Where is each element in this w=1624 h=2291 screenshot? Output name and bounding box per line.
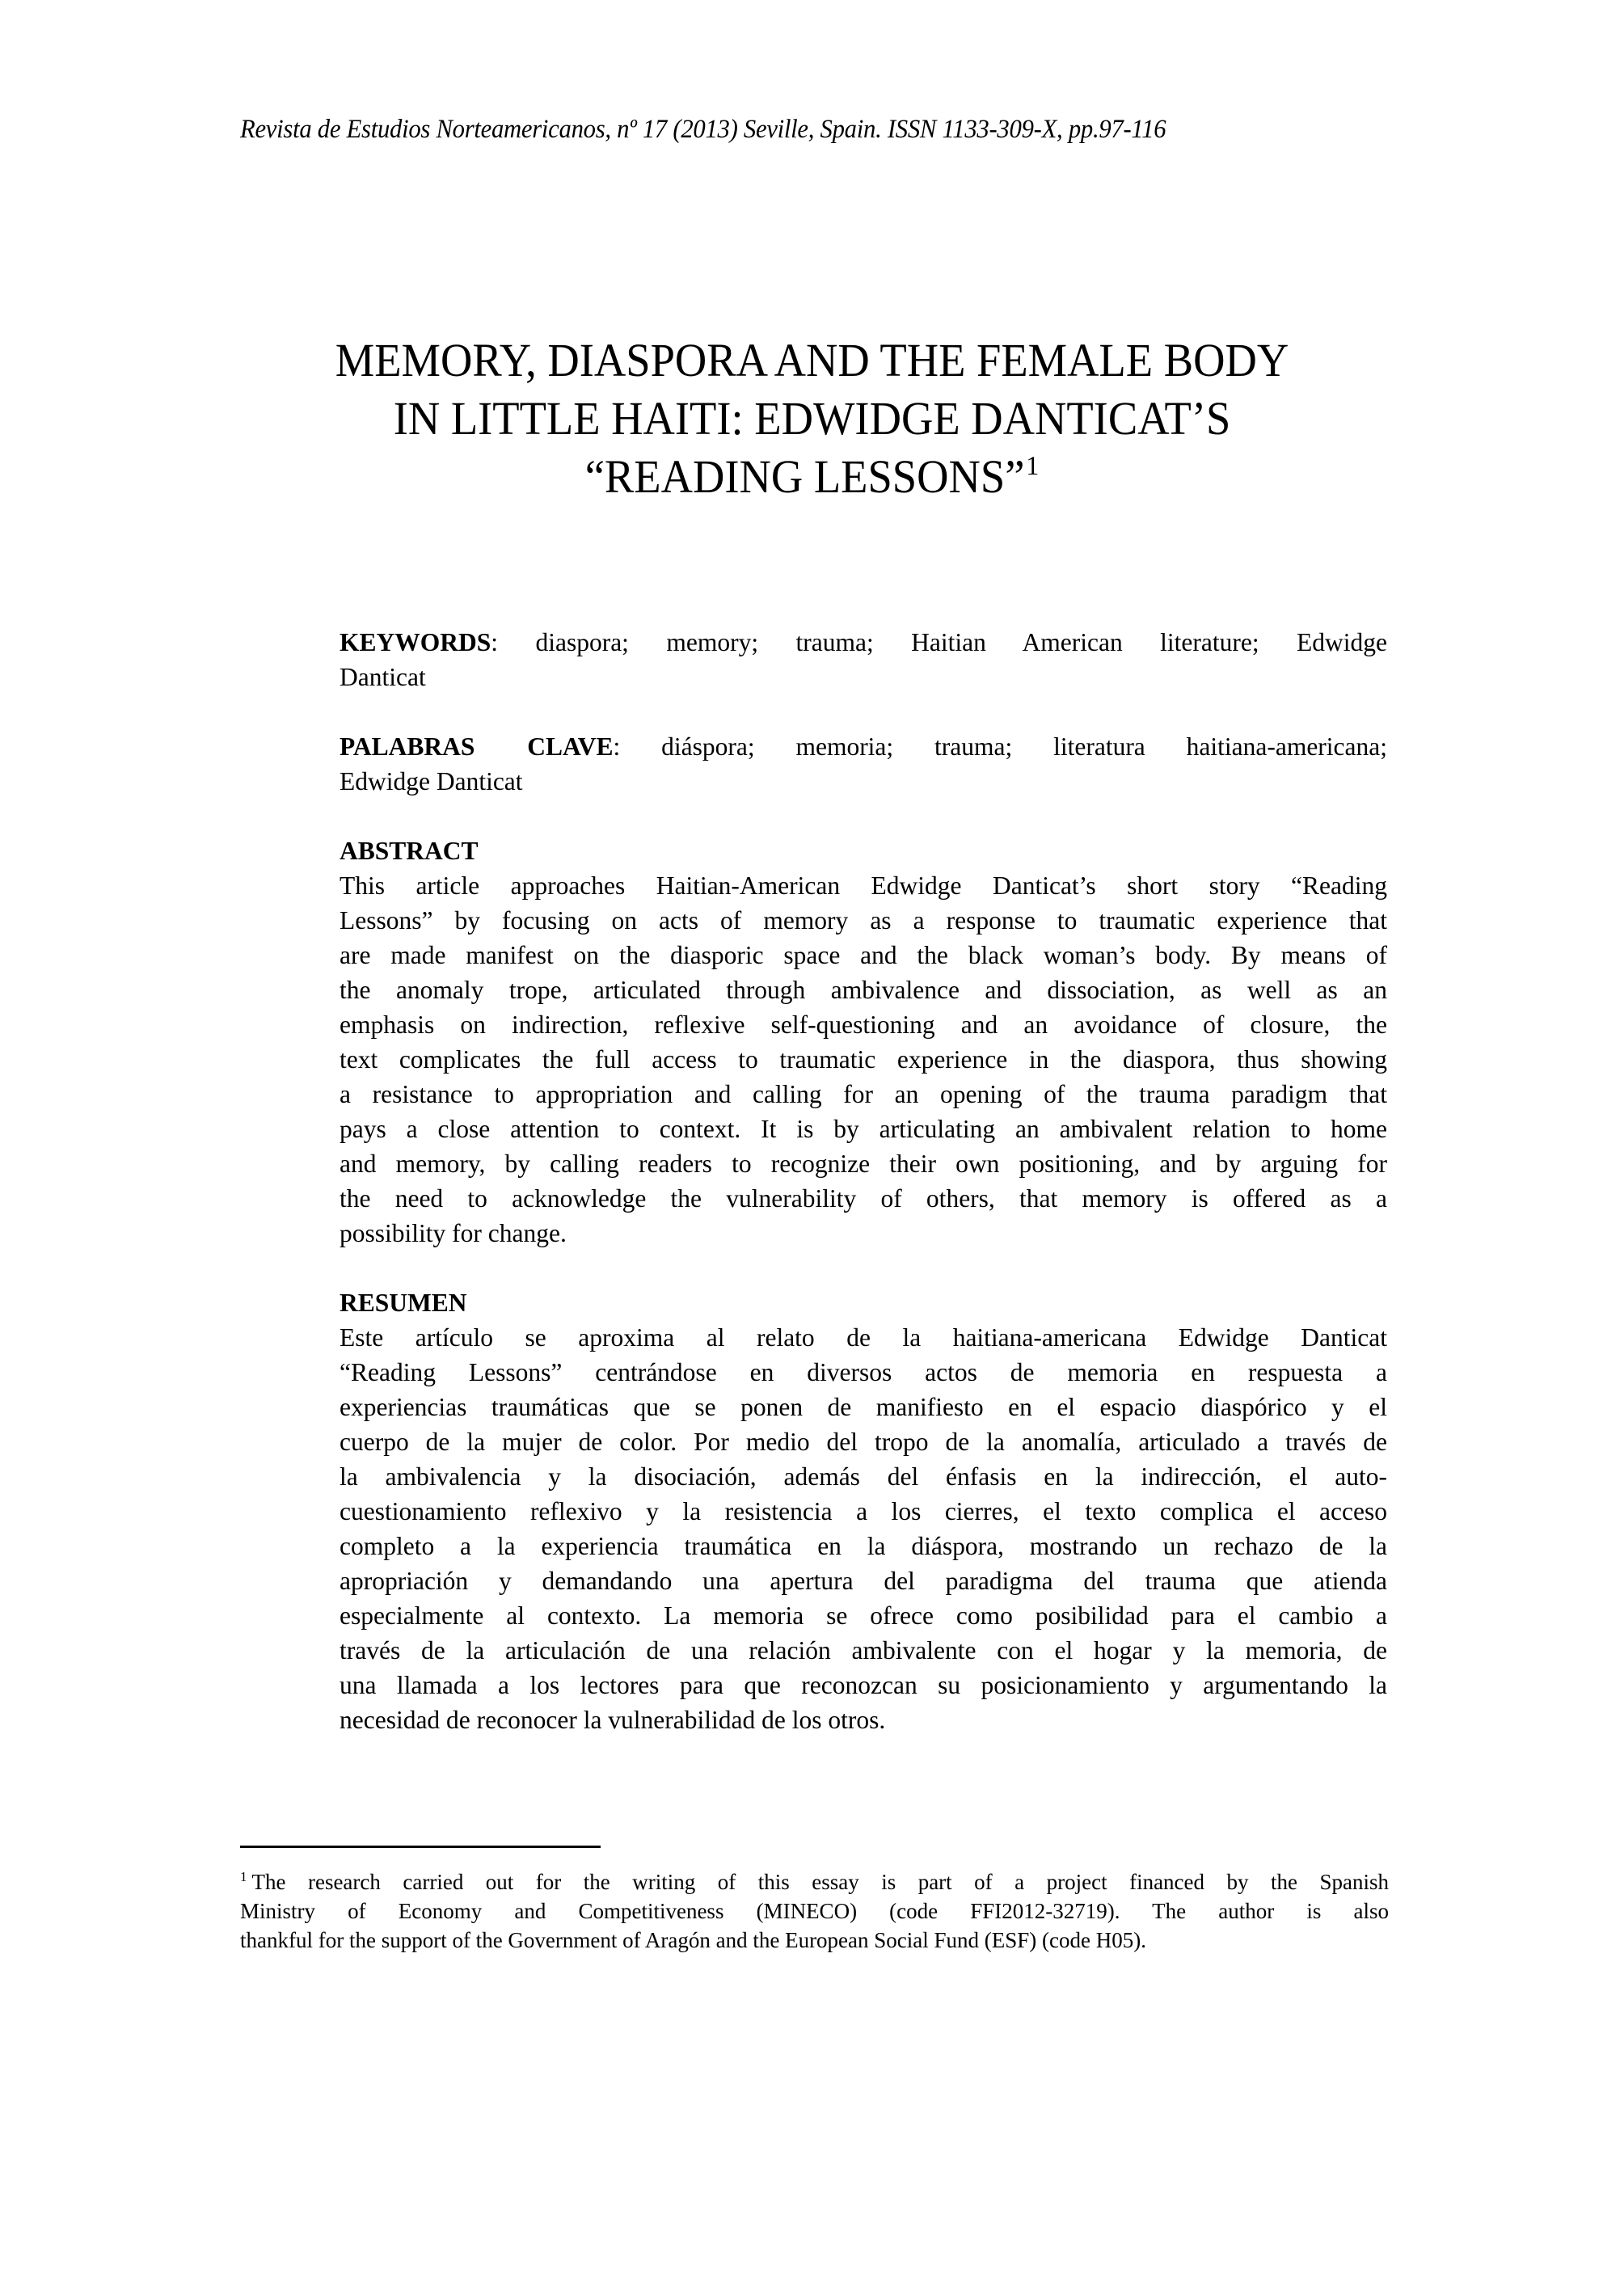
palabras-clave-block bbox=[340, 729, 1387, 799]
footnote-marker: 1 bbox=[240, 1869, 247, 1884]
abstract-line: This article approaches Haitian-American Edwidge Danticat’s short story “Reading bbox=[340, 871, 1387, 900]
abstract-line: the need to acknowledge the vulnerability of others, that memory is offered as a bbox=[340, 1184, 1387, 1213]
abstract-line: text complicates the full access to traumatic experience in the diaspora, thus showing bbox=[340, 1045, 1387, 1074]
keywords-block bbox=[340, 625, 1387, 694]
keywords-line-1 bbox=[340, 625, 1387, 660]
abstract-line: emphasis on indirection, reflexive self-questioning and an avoidance of closure, the bbox=[340, 1010, 1387, 1039]
title-footnote-marker[interactable]: 1 bbox=[1026, 451, 1040, 481]
spacer bbox=[340, 694, 1387, 729]
abstract-line: possibility for change. bbox=[340, 1219, 567, 1247]
abstract-line: a resistance to appropriation and calling for an opening of the trauma paradigm that bbox=[340, 1080, 1387, 1108]
title-line-2: IN LITTLE HAITI: EDWIDGE DANTICAT’S bbox=[393, 392, 1231, 445]
resumen-block bbox=[340, 1285, 1387, 1737]
spacer bbox=[340, 799, 1387, 833]
resumen-heading: RESUMEN bbox=[340, 1289, 467, 1317]
footnote-line-2: Ministry of Economy and Competitiveness (MINECO) (code FFI2012-32719). The author is also bbox=[240, 1899, 1389, 1923]
abstract-line: are made manifest on the diasporic space and the black woman’s body. By means of bbox=[340, 941, 1387, 969]
footnote-separator bbox=[240, 1846, 601, 1848]
footnote bbox=[240, 1867, 1389, 1955]
resumen-line: Este artículo se aproxima al relato de la haitiana-americana Edwidge Danticat bbox=[340, 1323, 1387, 1352]
footnote-line-3: thankful for the support of the Government of Aragón and the European Social Fund (ESF) (code H05). bbox=[240, 1928, 1146, 1952]
palabras-clave-line-2: Edwidge Danticat bbox=[340, 767, 523, 795]
resumen-line: través de la articulación de una relación ambivalente con el hogar y la memoria, de bbox=[340, 1636, 1387, 1664]
footnote-line-1 bbox=[240, 1867, 1389, 1897]
resumen-line: apropriación y demandando una apertura del paradigma del trauma que atienda bbox=[340, 1567, 1387, 1595]
resumen-line: una llamada a los lectores para que reconozcan su posicionamiento y argumentando la bbox=[340, 1671, 1387, 1699]
palabras-clave-label: PALABRAS CLAVE bbox=[340, 732, 614, 761]
keywords-text-1: : diaspora; memory; trauma; Haitian American literature; Edwidge bbox=[491, 628, 1387, 656]
resumen-line: cuestionamiento reflexivo y la resistencia a los cierres, el texto complica el acceso bbox=[340, 1497, 1387, 1525]
main-text-column bbox=[340, 625, 1387, 1737]
article-title bbox=[49, 331, 1575, 513]
running-head: Revista de Estudios Norteamericanos, nº 17 (2013) Seville, Spain. ISSN 1133-309-X, pp.97-116 bbox=[240, 115, 1166, 144]
palabras-clave-line-1 bbox=[340, 729, 1387, 764]
keywords-line-2: Danticat bbox=[340, 663, 426, 691]
title-line-1: MEMORY, DIASPORA AND THE FEMALE BODY bbox=[335, 334, 1289, 386]
abstract-line: the anomaly trope, articulated through ambivalence and dissociation, as well as an bbox=[340, 976, 1387, 1004]
resumen-line: especialmente al contexto. La memoria se ofrece como posibilidad para el cambio a bbox=[340, 1601, 1387, 1630]
resumen-line: experiencias traumáticas que se ponen de manifiesto en el espacio diaspórico y el bbox=[340, 1393, 1387, 1421]
abstract-line: Lessons” by focusing on acts of memory as a response to traumatic experience that bbox=[340, 906, 1387, 935]
resumen-line: “Reading Lessons” centrándose en diversos actos de memoria en respuesta a bbox=[340, 1358, 1387, 1386]
abstract-block bbox=[340, 833, 1387, 1251]
abstract-heading: ABSTRACT bbox=[340, 837, 479, 865]
title-line-3-text: “READING LESSONS” bbox=[584, 450, 1025, 503]
resumen-line: necesidad de reconocer la vulnerabilidad de los otros. bbox=[340, 1706, 886, 1734]
palabras-clave-text-1: : diáspora; memoria; trauma; literatura haitiana-americana; bbox=[613, 732, 1387, 761]
spacer bbox=[340, 1251, 1387, 1285]
abstract-line: pays a close attention to context. It is by articulating an ambivalent relation to home bbox=[340, 1115, 1387, 1143]
resumen-line: cuerpo de la mujer de color. Por medio del tropo de la anomalía, articulado a través de bbox=[340, 1428, 1387, 1456]
resumen-line: la ambivalencia y la disociación, además del énfasis en la indirección, el auto- bbox=[340, 1462, 1387, 1491]
footnote-text-1: The research carried out for the writing of this essay is part of a project financed by the Spanish bbox=[251, 1870, 1389, 1894]
keywords-label: KEYWORDS bbox=[340, 628, 491, 656]
abstract-line: and memory, by calling readers to recognize their own positioning, and by arguing for bbox=[340, 1150, 1387, 1178]
title-line-3 bbox=[49, 448, 1575, 513]
resumen-line: completo a la experiencia traumática en la diáspora, mostrando un rechazo de la bbox=[340, 1532, 1387, 1560]
